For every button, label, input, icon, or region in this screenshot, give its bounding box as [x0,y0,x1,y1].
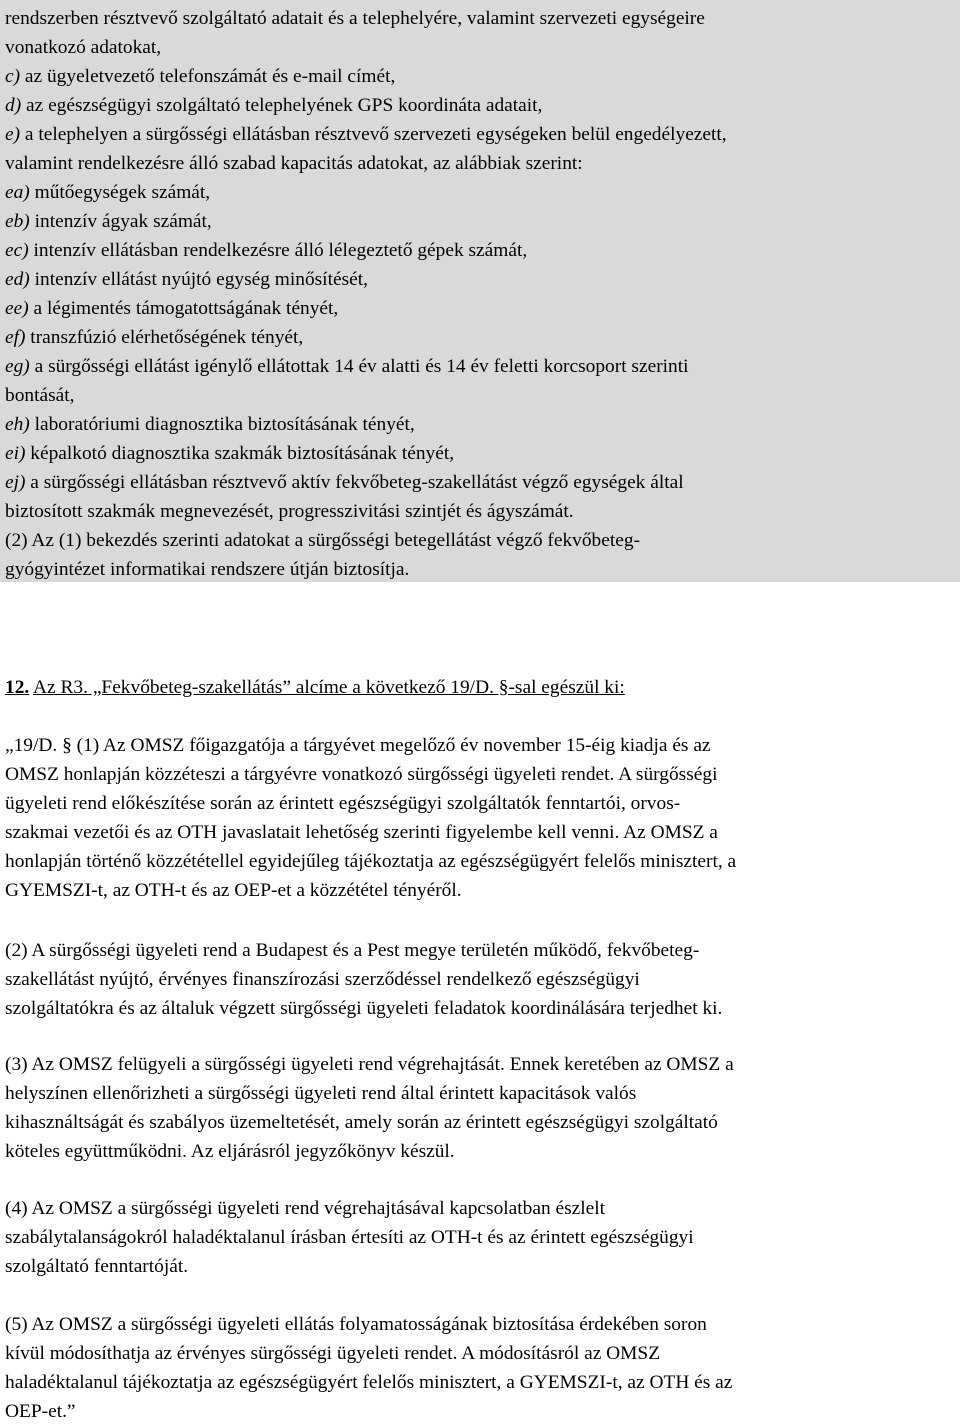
section-heading [5,673,625,702]
item-label: e) [5,124,21,145]
item-label: ee) [5,298,29,319]
item-label: eh) [5,414,30,435]
text-line: ec) intenzív ellátásban rendelkezésre álló lélegeztető gépek számát, [5,240,528,261]
paragraph-line: OMSZ honlapján közzéteszi a tárgyévre vonatkozó sürgősségi ügyeleti rendet. A sürgősségi [5,764,718,785]
item-label: ec) [5,240,29,261]
text-line: biztosított szakmák megnevezését, progresszivitási szintjét és ágyszámát. [5,501,574,522]
text-line: valamint rendelkezésre álló szabad kapacitás adatokat, az alábbiak szerint: [5,153,583,174]
paragraph-line: köteles együttműködni. Az eljárásról jegyzőkönyv készül. [5,1141,455,1162]
paragraph-line: (4) Az OMSZ a sürgősségi ügyeleti rend végrehajtásával kapcsolatban észlelt [5,1198,606,1219]
text-line: vonatkozó adatokat, [5,37,162,58]
text-line: bontását, [5,385,75,406]
paragraph-line: szakellátást nyújtó, érvényes finanszírozási szerződéssel rendelkező egészségügyi [5,969,640,990]
paragraph-line: OEP-et.” [5,1401,76,1422]
item-label: ea) [5,182,30,203]
text-line: c) az ügyeletvezető telefonszámát és e-mail címét, [5,66,396,87]
item-label: d) [5,95,22,116]
paragraph-line: helyszínen ellenőrizheti a sürgősségi ügyeleti rend által érintett kapacitások valós [5,1083,637,1104]
item-label: ed) [5,269,30,290]
text-line: e) a telephelyen a sürgősségi ellátásban résztvevő szervezeti egységeken belül engedélyezett, [5,124,727,145]
text-line: (2) Az (1) bekezdés szerinti adatokat a sürgősségi betegellátást végző fekvőbeteg- [5,530,640,551]
item-label: eg) [5,356,30,377]
text-line: d) az egészségügyi szolgáltató telephelyének GPS koordináta adatait, [5,95,543,116]
text-line: ei) képalkotó diagnosztika szakmák biztosításának tényét, [5,443,455,464]
paragraph-line: GYEMSZI-t, az OTH-t és az OEP-et a közzététel tényéről. [5,880,462,901]
text-line: eh) laboratóriumi diagnosztika biztosításának tényét, [5,414,415,435]
paragraph-line: szolgáltatókra és az általuk végzett sürgősségi ügyeleti feladatok koordinálására terjedhet ki. [5,998,723,1019]
section-heading-text: Az R3. „Fekvőbeteg-szakellátás” alcíme a következő 19/D. §-sal egészül ki: [33,677,625,698]
paragraph-line: kihasználtságát és szabályos üzemeltetését, amely során az érintett egészségügyi szolgáltató [5,1112,718,1133]
paragraph-line: kívül módosíthatja az érvényes sürgősségi ügyeleti rendet. A módosításról az OMSZ [5,1343,661,1364]
item-label: c) [5,66,21,87]
item-label: ej) [5,472,26,493]
paragraph-line: (3) Az OMSZ felügyeli a sürgősségi ügyeleti rend végrehajtását. Ennek keretében az OMSZ a [5,1054,734,1075]
text-line: eg) a sürgősségi ellátást igénylő ellátottak 14 év alatti és 14 év feletti korcsoport szerinti [5,356,689,377]
paragraph-line: szakmai vezetői és az OTH javaslatait lehetőség szerinti figyelembe kell venni. Az OMSZ a [5,822,718,843]
paragraph-line: szabálytalanságokról haladéktalanul írásban értesíti az OTH-t és az érintett egészségügyi [5,1227,694,1248]
text-line: ea) műtőegységek számát, [5,182,211,203]
paragraph-line: (5) Az OMSZ a sürgősségi ügyeleti ellátás folyamatosságának biztosítása érdekében soron [5,1314,707,1335]
paragraph-line: honlapján történő közzététellel egyidejűleg tájékoztatja az egészségügyért felelős minisztert, a [5,851,737,872]
item-label: ef) [5,327,26,348]
text-line: gyógyintézet informatikai rendszere útján biztosítja. [5,559,410,580]
paragraph-line: szolgáltató fenntartóját. [5,1256,189,1277]
text-line: ed) intenzív ellátást nyújtó egység minősítését, [5,269,368,290]
item-label: ei) [5,443,26,464]
paragraph-line: (2) A sürgősségi ügyeleti rend a Budapest és a Pest megye területén működő, fekvőbeteg- [5,940,700,961]
text-line: ef) transzfúzió elérhetőségének tényét, [5,327,304,348]
text-line: ej) a sürgősségi ellátásban résztvevő aktív fekvőbeteg-szakellátást végző egységek által [5,472,684,493]
paragraph-line: ügyeleti rend előkészítése során az érintett egészségügyi szolgáltatók fenntartói, orvos- [5,793,681,814]
text-line: ee) a légimentés támogatottságának tényét, [5,298,339,319]
section-number: 12. [5,677,30,698]
paragraph-line: „19/D. § (1) Az OMSZ főigazgatója a tárgyévet megelőző év november 15-éig kiadja és az [5,735,711,756]
text-line: rendszerben résztvevő szolgáltató adatait és a telephelyére, valamint szervezeti egységeire [5,8,705,29]
item-label: eb) [5,211,30,232]
text-line: eb) intenzív ágyak számát, [5,211,212,232]
paragraph-line: haladéktalanul tájékoztatja az egészségügyért felelős minisztert, a GYEMSZI-t, az OTH és az [5,1372,733,1393]
